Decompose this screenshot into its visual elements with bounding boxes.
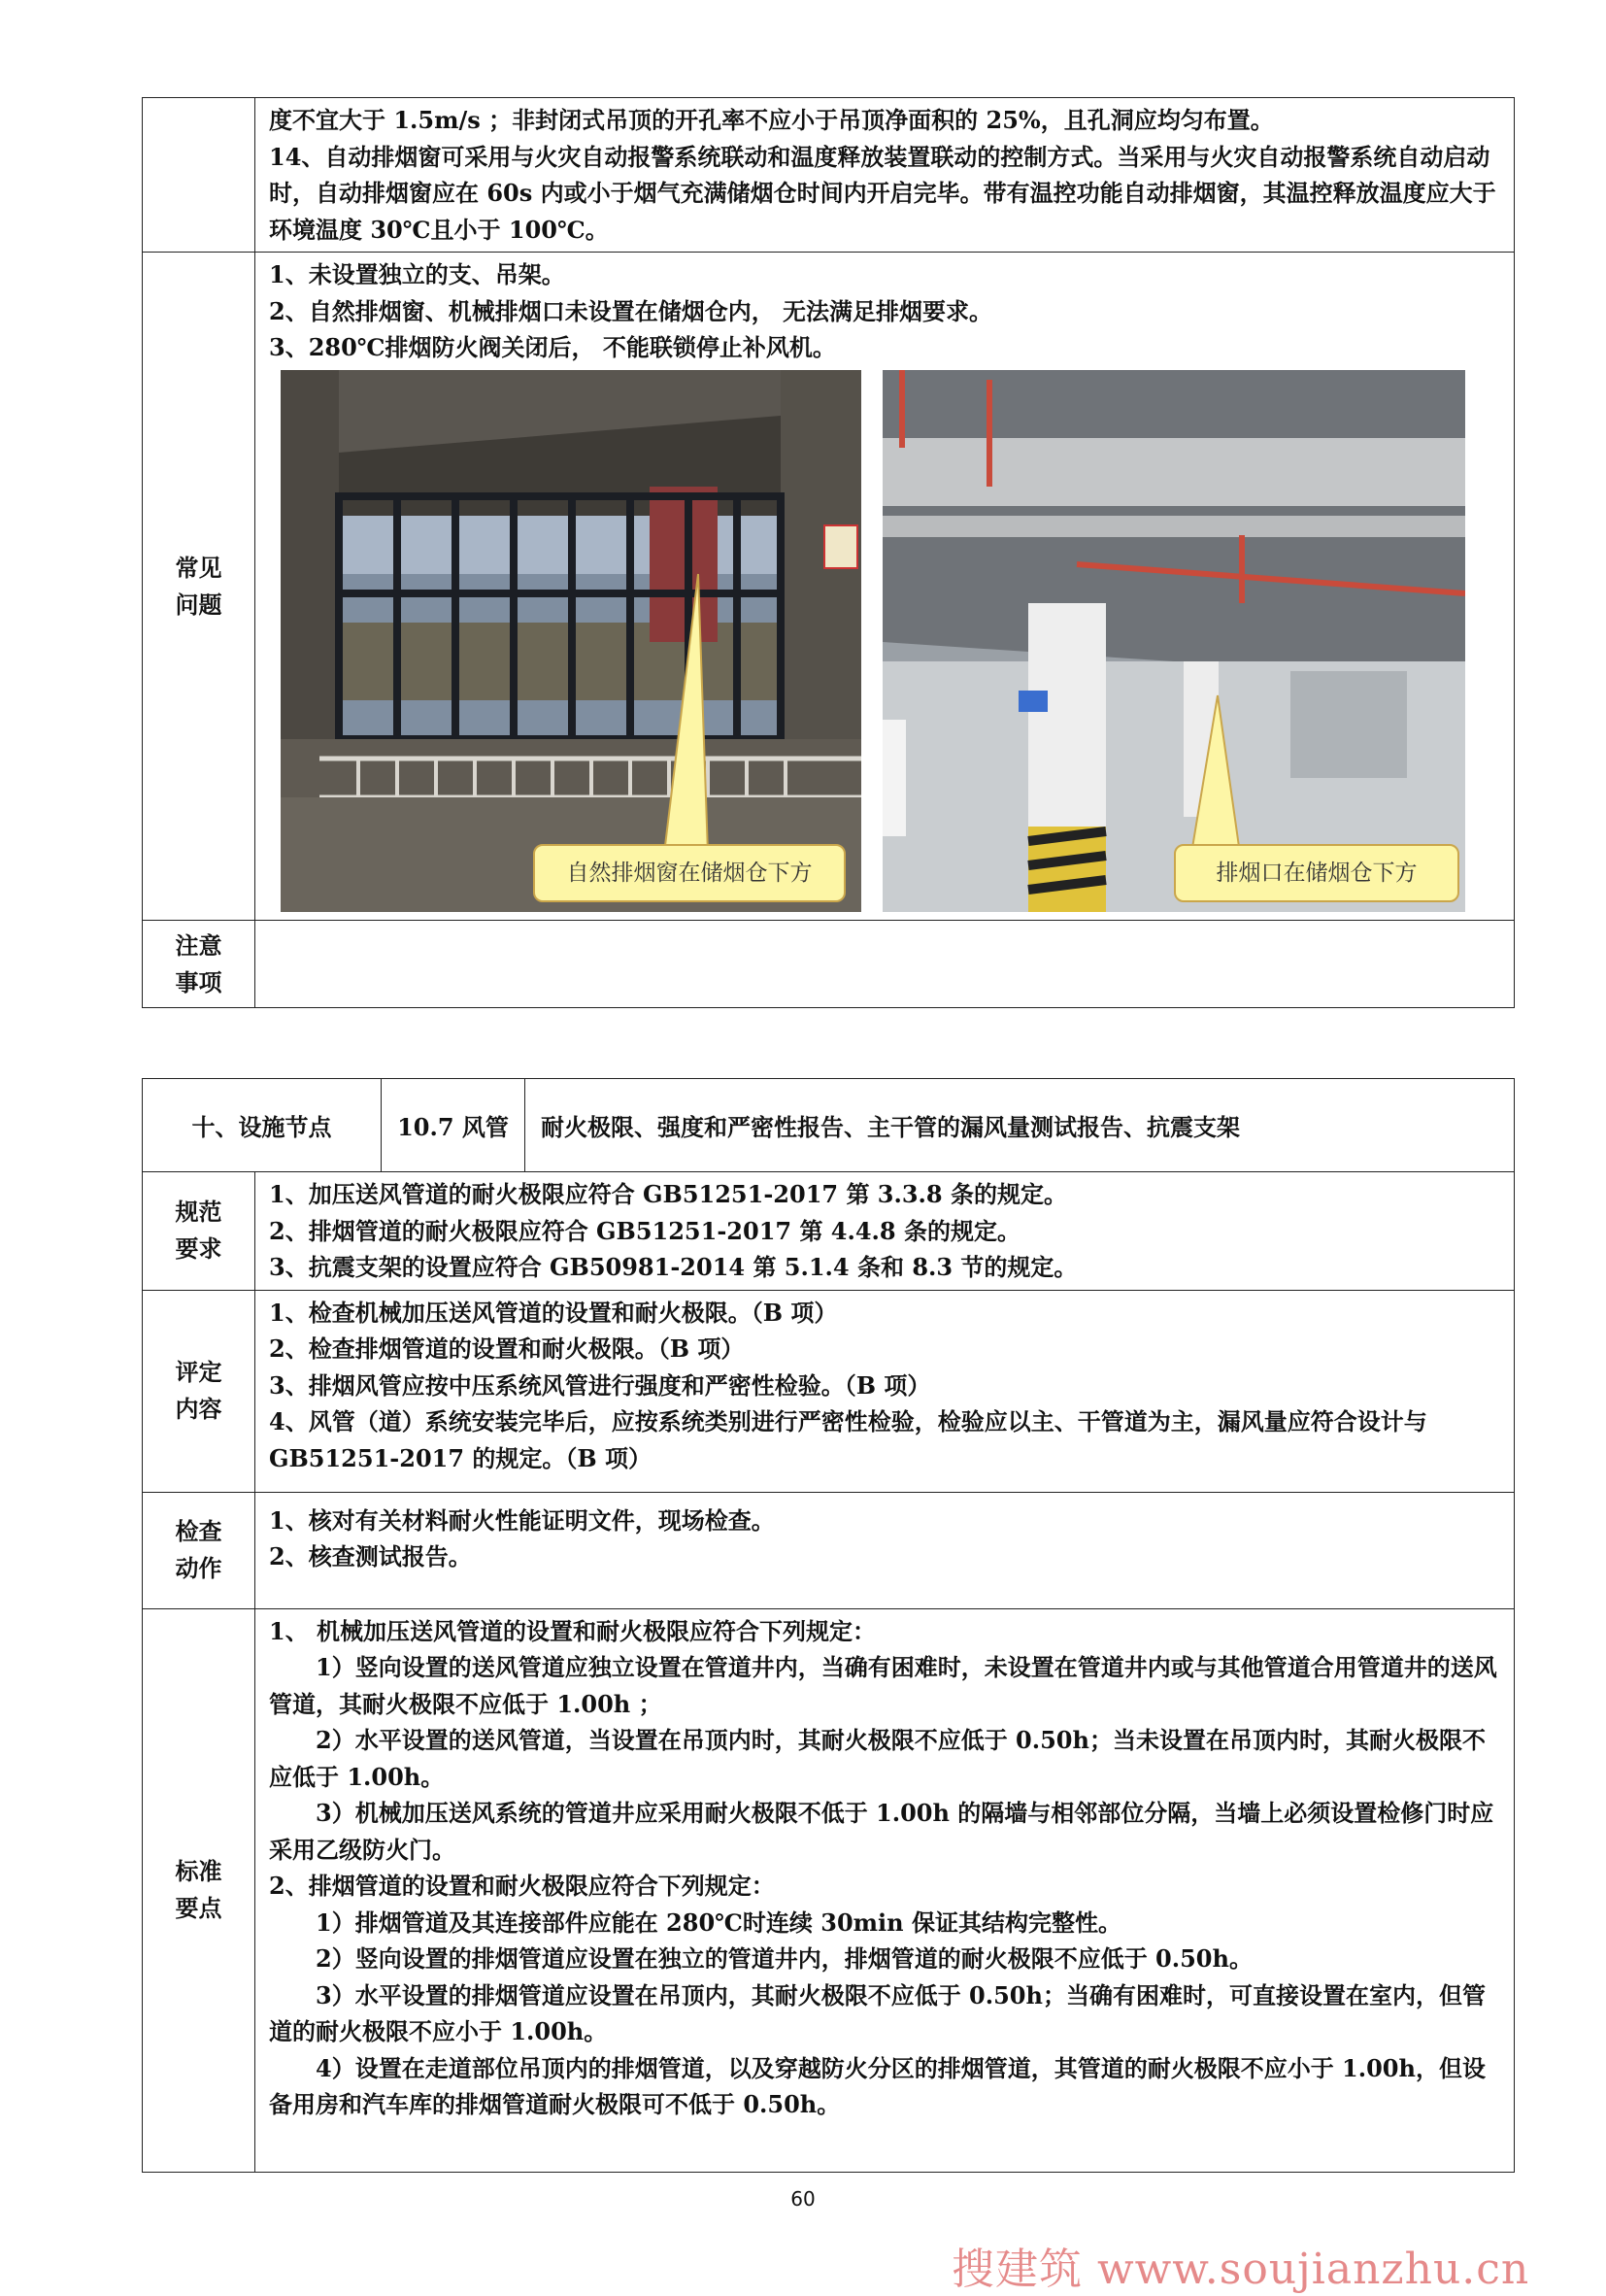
table-row <box>143 1492 1515 1608</box>
label-line: 内容 <box>175 1395 222 1423</box>
std-label <box>143 1608 255 2172</box>
text-line: 4、风管（道）系统安装完毕后，应按系统类别进行严密性检验，检验应以主、干管道为主，漏风量应符合设计与 GB51251-2017 的规定。（B 项） <box>269 1407 1427 1472</box>
text-line: 2、排烟管道的耐火极限应符合 GB51251-2017 第 4.4.8 条的规定。 <box>269 1216 1020 1245</box>
text-line: 2）竖向设置的排烟管道应设置在独立的管道井内，排烟管道的耐火极限不应低于 0.50h。 <box>316 1944 1253 1973</box>
table-header-row <box>143 1079 1515 1172</box>
page-number: 60 <box>790 2187 816 2211</box>
check-content <box>255 1492 1515 1608</box>
text-line: 3、280℃排烟防火阀关闭后， 不能联锁停止补风机。 <box>269 333 836 361</box>
text-line: 度不宜大于 1.5m/s ；非封闭式吊顶的开孔率不应小于吊顶净面积的 25%，且孔洞应均匀布置。 <box>269 106 1274 134</box>
text-line: 2、自然排烟窗、机械排烟口未设置在储烟仓内， 无法满足排烟要求。 <box>269 296 993 325</box>
watermark-text: 搜建筑 www.soujianzhu.cn <box>952 2245 1530 2294</box>
notes-label <box>143 921 255 1008</box>
table-row <box>143 1290 1515 1492</box>
header-section: 十、设施节点 <box>143 1079 382 1172</box>
text-line: 1、 机械加压送风管道的设置和耐火极限应符合下列规定： <box>269 1616 877 1645</box>
label-line: 要点 <box>175 1894 222 1922</box>
eval-content <box>255 1290 1515 1492</box>
label-line: 评定 <box>175 1358 222 1386</box>
text-line: 1、检查机械加压送风管道的设置和耐火极限。（B 项） <box>269 1298 838 1327</box>
table-row <box>143 921 1515 1008</box>
spec-content <box>255 1172 1515 1291</box>
table-row <box>143 253 1515 921</box>
label-line: 注意 <box>175 930 222 960</box>
label-line: 常见 <box>175 553 222 582</box>
text-line: 1、加压送风管道的耐火极限应符合 GB51251-2017 第 3.3.8 条的规定。 <box>269 1180 1067 1208</box>
photo-smoke-window <box>281 370 861 912</box>
table-duct <box>142 1078 1515 2173</box>
text-line: 2、排烟管道的设置和耐火极限应符合下列规定： <box>269 1872 775 1900</box>
empty-label-cell <box>143 98 255 253</box>
header-topic: 耐火极限、强度和严密性报告、主干管的漏风量测试报告、抗震支架 <box>525 1079 1515 1172</box>
label-line: 要求 <box>175 1234 222 1264</box>
photo-smoke-outlet <box>883 370 1465 912</box>
common-issues-content <box>255 253 1515 921</box>
label-line: 事项 <box>175 967 222 996</box>
check-label <box>143 1492 255 1608</box>
header-node: 10.7 风管 <box>382 1079 525 1172</box>
label-line: 动作 <box>175 1554 222 1582</box>
text-line: 4）设置在走道部位吊顶内的排烟管道，以及穿越防火分区的排烟管道，其管道的耐火极限不应小于 1.00h，但设备用房和汽车库的排烟管道耐火极限可不低于 0.50h。 <box>269 2053 1486 2118</box>
text-line: 14、自动排烟窗可采用与火灾自动报警系统联动和温度释放装置联动的控制方式。当采用与火灾自动报警系统自动启动时，自动排烟窗应在 60s 内或小于烟气充满储烟仓时间内开启完毕。带有温控功能自动排烟窗，其温控释放温度应大于环境温度 30℃且小于 100℃。 <box>269 142 1496 244</box>
text-line: 1）排烟管道及其连接部件应能在 280℃时连续 30min 保证其结构完整性。 <box>316 1908 1121 1937</box>
garage-illustration <box>883 370 1465 912</box>
eval-label <box>143 1290 255 1492</box>
text-line: 2、检查排烟管道的设置和耐火极限。（B 项） <box>269 1334 745 1363</box>
text-line: 3、抗震支架的设置应符合 GB50981-2014 第 5.1.4 条和 8.3 节的规定。 <box>269 1253 1078 1281</box>
text-line: 2）水平设置的送风管道，当设置在吊顶内时，其耐火极限不应低于 0.50h；当未设置在吊顶内时，其耐火极限不应低于 1.00h。 <box>269 1726 1486 1791</box>
table-row <box>143 1172 1515 1291</box>
table-row <box>143 1608 1515 2172</box>
label-line: 检查 <box>175 1517 222 1545</box>
text-line: 3）机械加压送风系统的管道井应采用耐火极限不低于 1.00h 的隔墙与相邻部位分隔，当墙上必须设置检修门时应采用乙级防火门。 <box>269 1799 1494 1864</box>
notes-content <box>255 921 1515 1008</box>
common-issues-label <box>143 253 255 921</box>
table-row <box>143 98 1515 253</box>
text-line: 3）水平设置的排烟管道应设置在吊顶内，其耐火极限不应低于 0.50h；当确有困难时，可直接设置在室内，但管道的耐火极限不应小于 1.00h。 <box>269 1980 1486 2045</box>
table-top <box>142 97 1515 1008</box>
text-line: 1、未设置独立的支、吊架。 <box>269 260 565 288</box>
label-line: 问题 <box>175 590 222 619</box>
text-line: 2、核查测试报告。 <box>269 1542 472 1570</box>
row-continuation-content <box>255 98 1515 253</box>
text-line: 1、核对有关材料耐火性能证明文件，现场检查。 <box>269 1505 775 1535</box>
photo-right-caption: 排烟口在储烟仓下方 <box>1174 844 1459 902</box>
text-line: 3、排烟风管应按中压系统风管进行强度和严密性检验。（B 项） <box>269 1370 931 1400</box>
std-content <box>255 1608 1515 2172</box>
photo-left-caption: 自然排烟窗在储烟仓下方 <box>533 844 846 902</box>
text-line: 1）竖向设置的送风管道应独立设置在管道井内，当确有困难时，未设置在管道井内或与其他管道合用管道井的送风管道，其耐火极限不应低于 1.00h ； <box>269 1653 1497 1718</box>
spec-label <box>143 1172 255 1291</box>
smoke-window-illustration <box>281 370 861 912</box>
photo-strip <box>269 370 1502 914</box>
label-line: 规范 <box>175 1198 222 1227</box>
label-line: 标准 <box>175 1857 222 1885</box>
